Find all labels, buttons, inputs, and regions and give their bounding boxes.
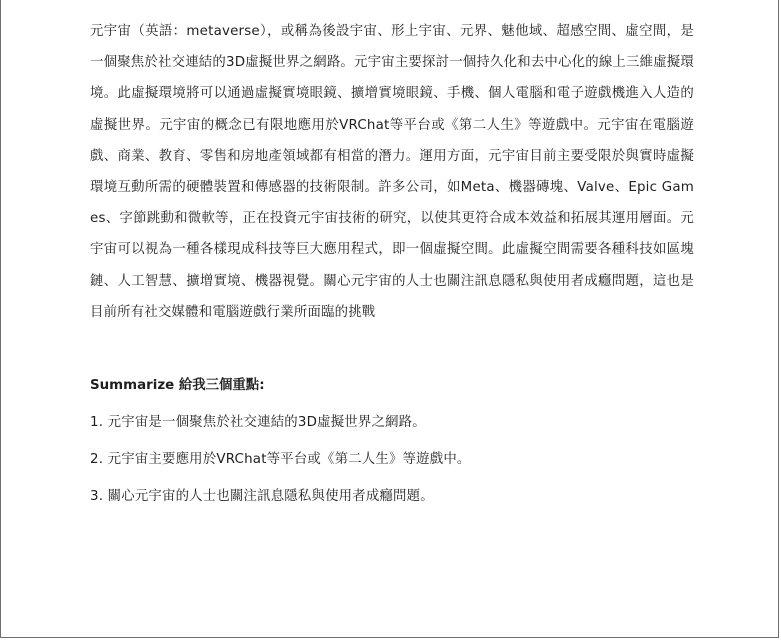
summary-point: 3. 關心元宇宙的人士也關注訊息隱私與使用者成癮問題。	[90, 489, 434, 505]
summary-point: 1. 元宇宙是一個聚焦於社交連結的3D虛擬世界之網路。	[90, 415, 426, 431]
summary-point: 2. 元宇宙主要應用於VRChat等平台或《第二人生》等遊戲中。	[90, 452, 471, 468]
summary-heading: Summarize 給我三個重點:	[90, 378, 265, 394]
summary-points	[90, 404, 694, 515]
metaverse-paragraph: 元宇宙（英語：metaverse），或稱為後設宇宙、形上宇宙、元界、魅他域、超感空間、虛空間，是一個聚焦於社交連結的3D虛擬世界之網路。元宇宙主要探討一個持久化和去中心化的線上三維虛擬環境。此虛擬環境將可以通過虛擬實境眼鏡、擴增實境眼鏡、手機、個人電腦和電子遊戲機進入人造的虛擬世界。元宇宙的概念已有限地應用於VRChat等平台或《第二人生》等遊戲中。元宇宙在電腦遊戲、商業、教育、零售和房地產領域都有相當的潛力。運用方面，元宇宙目前主要受限於與實時虛擬環境互動所需的硬體裝置和傳感器的技術限制。許多公司，如Meta、機器磚塊、Valve、Epic Games、字節跳動和微軟等，正在投資元宇宙技術的研究，以使其更符合成本效益和拓展其運用層面。元宇宙可以視為一種各樣現成科技等巨大應用程式，即一個虛擬空間。此虛擬空間需要各種科技如區塊鏈、人工智慧、擴增實境、機器視覺。關心元宇宙的人士也關注訊息隱私與使用者成癮問題，這也是目前所有社交媒體和電腦遊戲行業所面臨的挑戰	[90, 24, 694, 320]
document-content	[90, 16, 694, 515]
